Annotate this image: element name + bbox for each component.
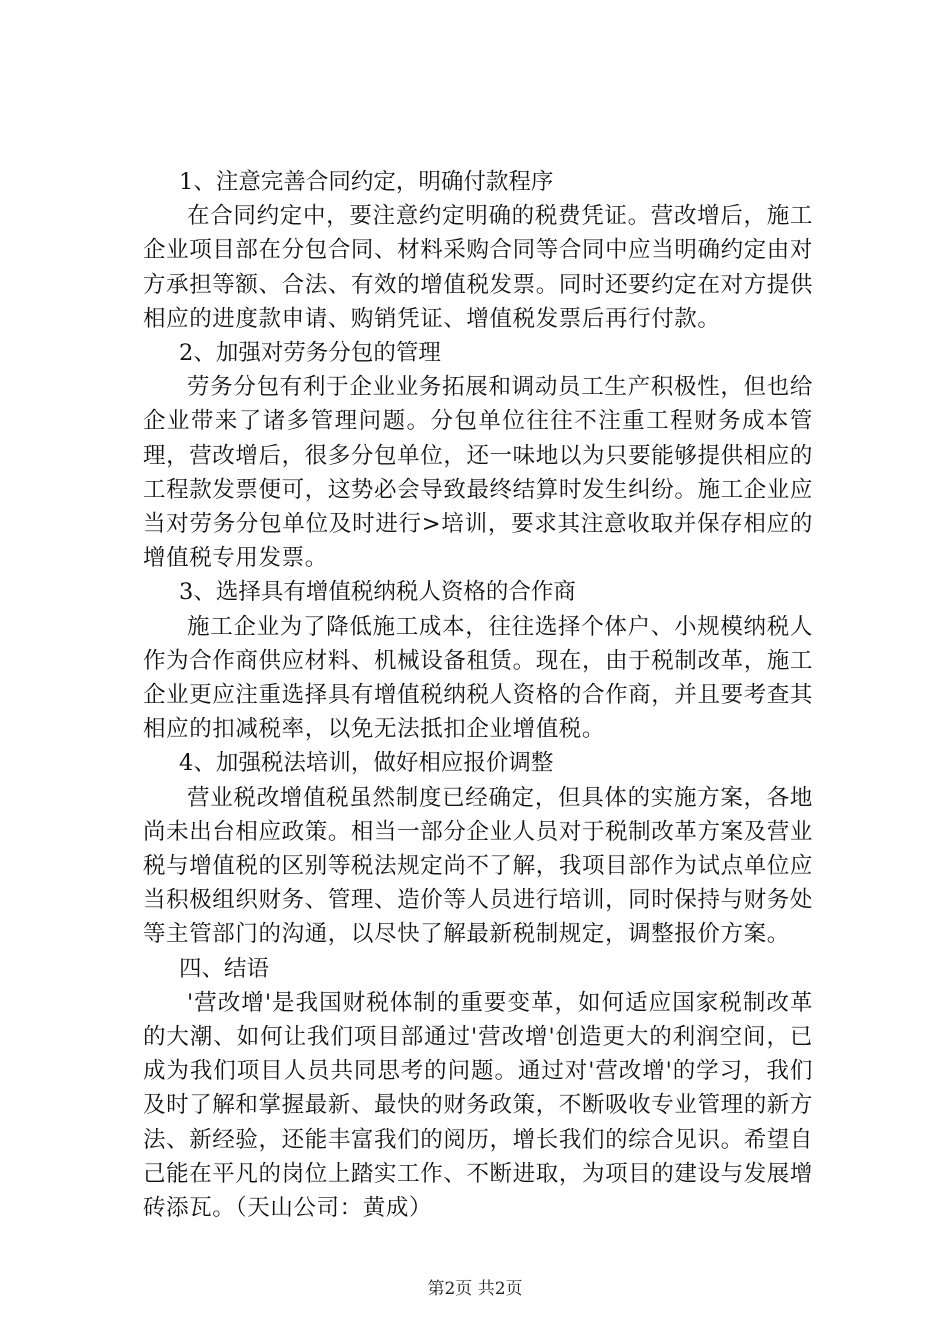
conclusion-heading: 四、结语: [179, 955, 270, 982]
section-heading-1: 1、注意完善合同约定，明确付款程序: [179, 169, 554, 195]
conclusion-paragraph: '营改增'是我国财税体制的重要变革，如何适应国家税制改革的大潮、如何让我们项目部通过'营改增'创造更大的利润空间，已成为我们项目人员共同思考的问题。通过对'营改增'的学习，我们及时了解和掌握最新、最快的财务政策，不断吸收专业管理的新方法、新经验，还能丰富我们的阅历，增长我们的综合见识。希望自己能在平凡的岗位上踏实工作、不断进取，为项目的建设与发展增砖添瓦。（天山公司：黄成）: [143, 989, 813, 1222]
paragraph-1: 在合同约定中，要注意约定明确的税费凭证。营改增后，施工企业项目部在分包合同、材料采购合同等合同中应当明确约定由对方承担等额、合法、有效的增值税发票。同时还要约定在对方提供相应的进度款申请、购销凭证、增值税发票后再行付款。: [143, 203, 813, 332]
section-heading-3: 3、选择具有增值税纳税人资格的合作商: [179, 579, 576, 606]
document-body: [143, 165, 813, 1225]
page-number-footer: 第2页 共2页: [427, 1279, 523, 1299]
paragraph-2: 劳务分包有利于企业业务拓展和调动员工生产积极性，但也给企业带来了诸多管理问题。分包单位往往不注重工程财务成本管理，营改增后，很多分包单位，还一味地以为只要能够提供相应的工程款发票便可，这势必会导致最终结算时发生纠纷。施工企业应当对劳务分包单位及时进行>培训，要求其注意收取并保存相应的增值税专用发票。: [143, 374, 813, 572]
paragraph-4: 营业税改增值税虽然制度已经确定，但具体的实施方案，各地尚未出台相应政策。相当一部分企业人员对于税制改革方案及营业税与增值税的区别等税法规定尚不了解，我项目部作为试点单位应当积极组织财务、管理、造价等人员进行培训，同时保持与财务处等主管部门的沟通，以尽快了解最新税制规定，调整报价方案。: [143, 784, 813, 948]
section-heading-4: 4、加强税法培训，做好相应报价调整: [179, 750, 554, 777]
section-heading-2: 2、加强对劳务分包的管理: [179, 340, 441, 367]
paragraph-3: 施工企业为了降低施工成本，往往选择个体户、小规模纳税人作为合作商供应材料、机械设备租赁。现在，由于税制改革，施工企业更应注重选择具有增值税纳税人资格的合作商，并且要考查其相应的扣减税率，以免无法抵扣企业增值税。: [143, 613, 813, 743]
